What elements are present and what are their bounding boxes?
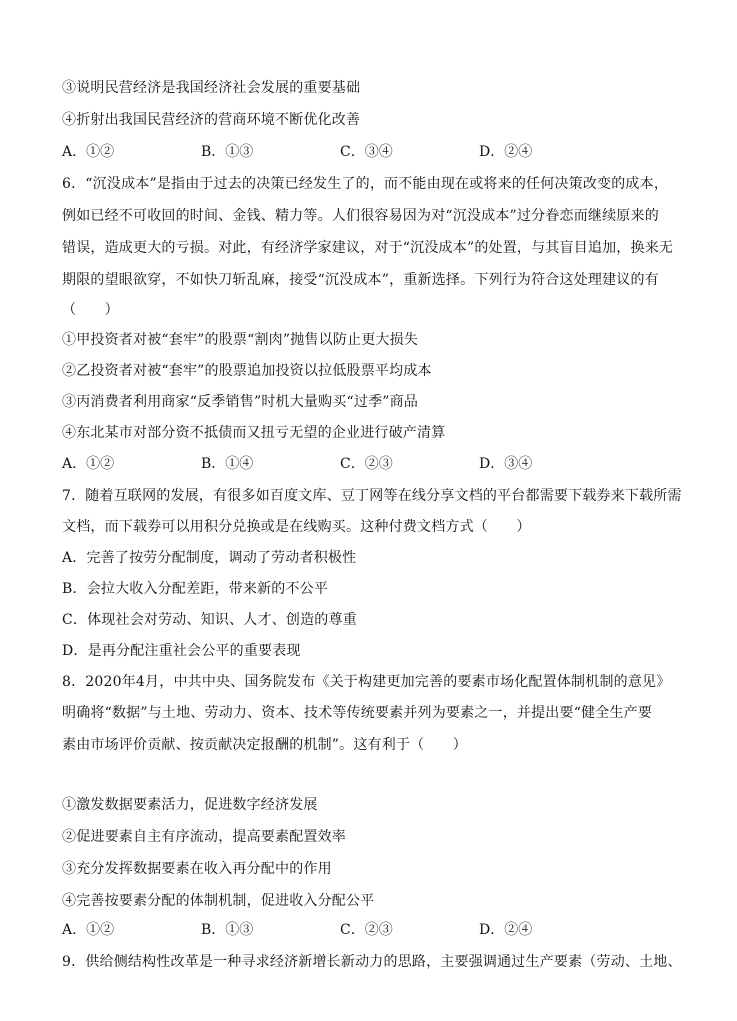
q6-stem-line: 6．“沉没成本”是指由于过去的决策已经发生了的，而不能由现在或将来的任何决策改变的成本，	[62, 176, 669, 192]
q8-stem-line: 8．2020年4月，中共中央、国务院发布《关于构建更加完善的要素市场化配置体制机制的意见》	[62, 674, 671, 690]
q6-stem-line: 期限的望眼欲穿，不如快刀斩乱麻，接受“沉没成本”，重新选择。下列行为符合这处理建议的有	[62, 272, 659, 288]
q6-stem-line: 例如已经不可收回的时间、金钱、精力等。人们很容易因为对“沉没成本”过分眷恋而继续原来的	[62, 208, 659, 224]
q6-option-d: D．③④	[479, 456, 533, 472]
q6-options-row	[62, 454, 682, 474]
option-c: C．③④	[340, 144, 393, 160]
q8-statement-1: ①激发数据要素活力，促进数字经济发展	[62, 797, 318, 813]
q8-statement-2: ②促进要素自主有序流动，提高要素配置效率	[62, 829, 346, 845]
q6-statement-2: ②乙投资者对被“套牢”的股票追加投资以拉低股票平均成本	[62, 363, 432, 379]
option-a: A．①②	[62, 144, 115, 160]
q8-statement-4: ④完善按要素分配的体制机制，促进收入分配公平	[62, 893, 375, 909]
q6-option-c: C．②③	[340, 456, 393, 472]
q9-stem-line: 9．供给侧结构性改革是一种寻求经济新增长新动力的思路，主要强调通过生产要素（劳动、土地、	[62, 954, 682, 970]
q8-option-c: C．②③	[340, 922, 393, 938]
q7-choice-c: C．体现社会对劳动、知识、人才、创造的尊重	[62, 612, 357, 628]
q7-choice-d: D．是再分配注重社会公平的重要表现	[62, 643, 301, 659]
q8-options-row	[62, 920, 682, 940]
q6-answer-blank: （ ）	[62, 302, 119, 318]
q7-stem-line: 7．随着互联网的发展，有很多如百度文库、豆丁网等在线分享文档的平台都需要下载券来下载所需	[62, 488, 682, 504]
q6-statement-3: ③丙消费者利用商家“反季销售”时机大量购买“过季”商品	[62, 394, 419, 410]
statement-4: ④折射出我国民营经济的营商环境不断优化改善	[62, 112, 361, 128]
answer-options-row	[62, 142, 682, 162]
q7-choice-a: A．完善了按劳分配制度，调动了劳动者积极性	[62, 550, 357, 566]
statement-3: ③说明民营经济是我国经济社会发展的重要基础	[62, 80, 361, 96]
q8-option-b: B．①③	[201, 922, 254, 938]
q8-option-d: D．②④	[479, 922, 533, 938]
q8-stem-line: 素由市场评价贡献、按贡献决定报酬的机制”。这有利于（ ）	[62, 737, 467, 753]
q6-option-a: A．①②	[62, 456, 115, 472]
q6-stem-line: 错误，造成更大的亏损。对此，有经济学家建议，对于“沉没成本”的处置，与其盲目追加，换来无	[62, 240, 674, 256]
q8-option-a: A．①②	[62, 922, 115, 938]
q7-stem-line: 文档，而下载券可以用积分兑换或是在线购买。这种付费文档方式（ ）	[62, 519, 531, 535]
q8-stem-line: 明确将“数据”与土地、劳动力、资本、技术等传统要素并列为要素之一，并提出要“健全生产要	[62, 705, 653, 721]
option-d: D．②④	[479, 144, 533, 160]
q7-choice-b: B．会拉大收入分配差距，带来新的不公平	[62, 581, 329, 597]
q6-statement-4: ④东北某市对部分资不抵债而又扭亏无望的企业进行破产清算	[62, 425, 446, 441]
option-b: B．①③	[201, 144, 254, 160]
q6-option-b: B．①④	[201, 456, 254, 472]
q8-statement-3: ③充分发挥数据要素在收入再分配中的作用	[62, 861, 332, 877]
q6-statement-1: ①甲投资者对被“套牢”的股票“割肉”抛售以防止更大损失	[62, 332, 419, 348]
